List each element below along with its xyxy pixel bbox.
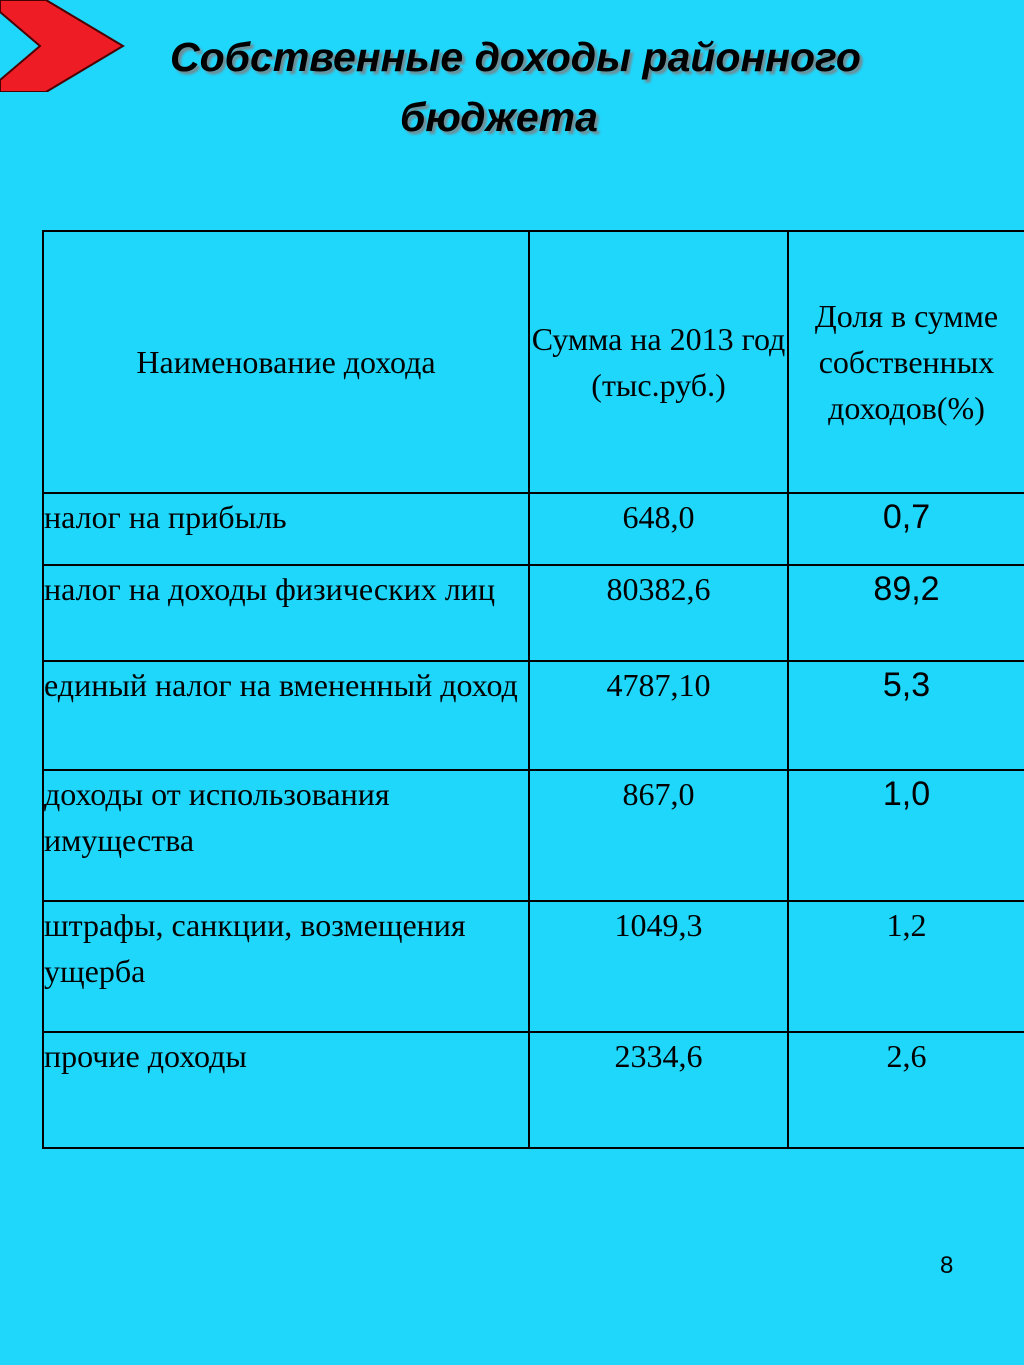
chevron-arrow-icon (0, 0, 125, 92)
row-share: 89,2 (788, 565, 1024, 661)
row-share: 0,7 (788, 493, 1024, 565)
row-share: 1,2 (788, 901, 1024, 1032)
row-sum: 867,0 (529, 770, 788, 901)
row-name: налог на доходы физических лиц (43, 565, 529, 661)
row-sum: 648,0 (529, 493, 788, 565)
table-row (43, 1032, 1024, 1148)
row-name: штрафы, санкции, возмещения ущерба (43, 901, 529, 1032)
row-share: 1,0 (788, 770, 1024, 901)
header-share-percent: Доля в сумме собственных доходов(%) (788, 231, 1024, 493)
row-name: налог на прибыль (43, 493, 529, 565)
header-sum-2013: Сумма на 2013 год (тыс.руб.) (529, 231, 788, 493)
slide-title-line-2: бюджета (400, 94, 598, 140)
row-name: доходы от использования имущества (43, 770, 529, 901)
table-row (43, 770, 1024, 901)
row-sum: 1049,3 (529, 901, 788, 1032)
table-row (43, 565, 1024, 661)
row-share: 2,6 (788, 1032, 1024, 1148)
header-income-name: Наименование дохода (43, 231, 529, 493)
row-name: единый налог на вмененный доход (43, 661, 529, 770)
row-sum: 80382,6 (529, 565, 788, 661)
table-row (43, 661, 1024, 770)
table-header-row (43, 231, 1024, 493)
slide-title-line-1: Собственные доходы районного (170, 34, 861, 80)
row-name: прочие доходы (43, 1032, 529, 1148)
income-table (42, 230, 1024, 1149)
page-number: 8 (940, 1252, 954, 1279)
row-sum: 4787,10 (529, 661, 788, 770)
table-row (43, 901, 1024, 1032)
row-share: 5,3 (788, 661, 1024, 770)
row-sum: 2334,6 (529, 1032, 788, 1148)
table-row (43, 493, 1024, 565)
